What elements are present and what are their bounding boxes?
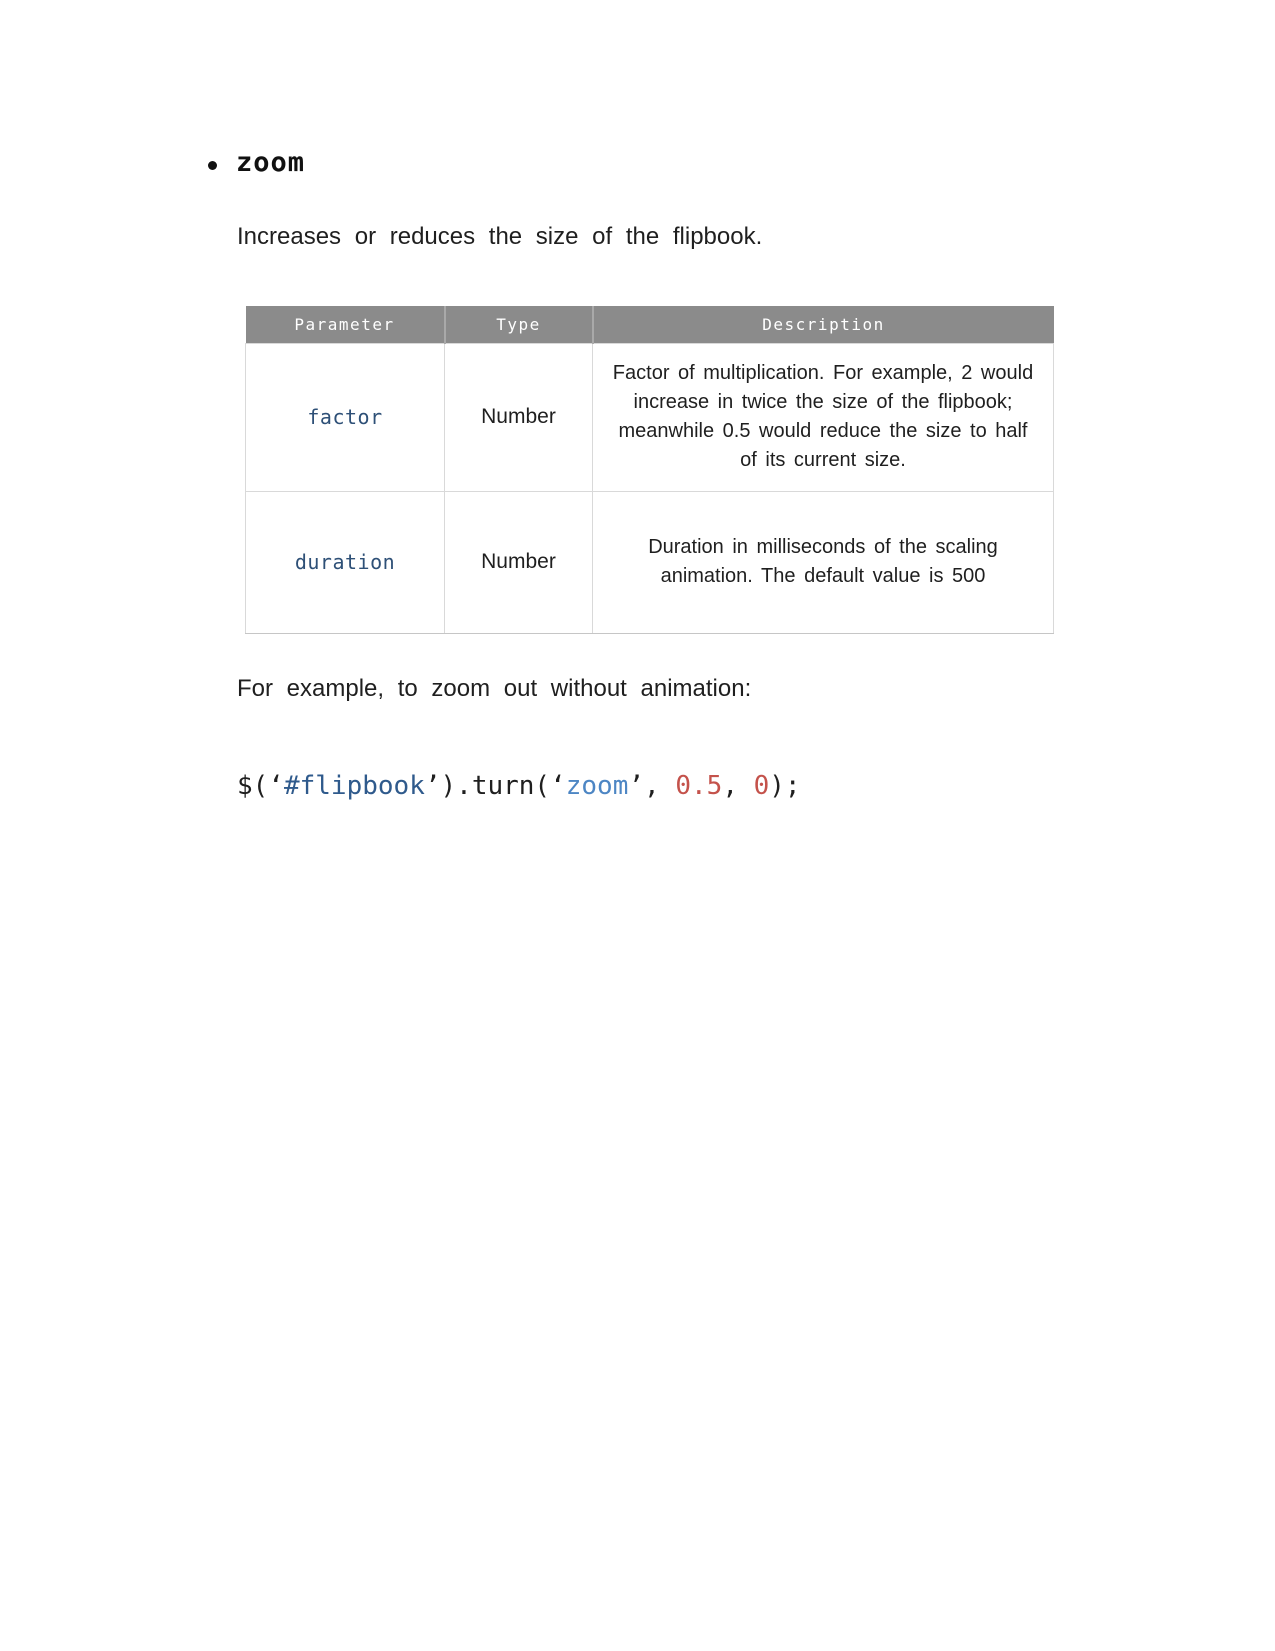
parameter-type: Number	[445, 343, 593, 491]
code-token-plain: ’).turn(‘	[424, 771, 566, 801]
parameter-type: Number	[445, 491, 593, 633]
code-token-plain: );	[769, 771, 801, 801]
code-token-plain: $(‘	[237, 771, 284, 801]
code-token-string: zoom	[565, 771, 629, 801]
table-header-row	[246, 306, 1054, 343]
method-description: Increases or reduces the size of the flipbook.	[237, 223, 763, 250]
column-header-description: Description	[593, 306, 1054, 343]
parameters-table	[245, 306, 1054, 634]
parameter-name-factor: factor	[246, 343, 445, 491]
code-token-plain: ,	[722, 771, 754, 801]
table-row	[246, 491, 1054, 633]
column-header-type: Type	[445, 306, 593, 343]
code-token-plain: ’,	[628, 771, 676, 801]
example-intro-text: For example, to zoom out without animation:	[237, 675, 752, 702]
code-token-selector-string: #flipbook	[283, 771, 425, 801]
table-row	[246, 343, 1054, 491]
parameter-description: Duration in milliseconds of the scaling animation. The default value is 500	[593, 491, 1054, 633]
column-header-parameter: Parameter	[246, 306, 445, 343]
method-title: zoom	[236, 147, 306, 178]
parameter-description: Factor of multiplication. For example, 2 would increase in twice the size of the flipbook; meanwhile 0.5 would reduce the size to half of its current size.	[593, 343, 1054, 491]
code-example	[237, 771, 801, 801]
list-bullet-icon	[208, 161, 217, 170]
parameter-name-duration: duration	[246, 491, 445, 633]
code-token-number: 0.5	[675, 771, 723, 801]
code-token-number: 0	[753, 771, 770, 801]
